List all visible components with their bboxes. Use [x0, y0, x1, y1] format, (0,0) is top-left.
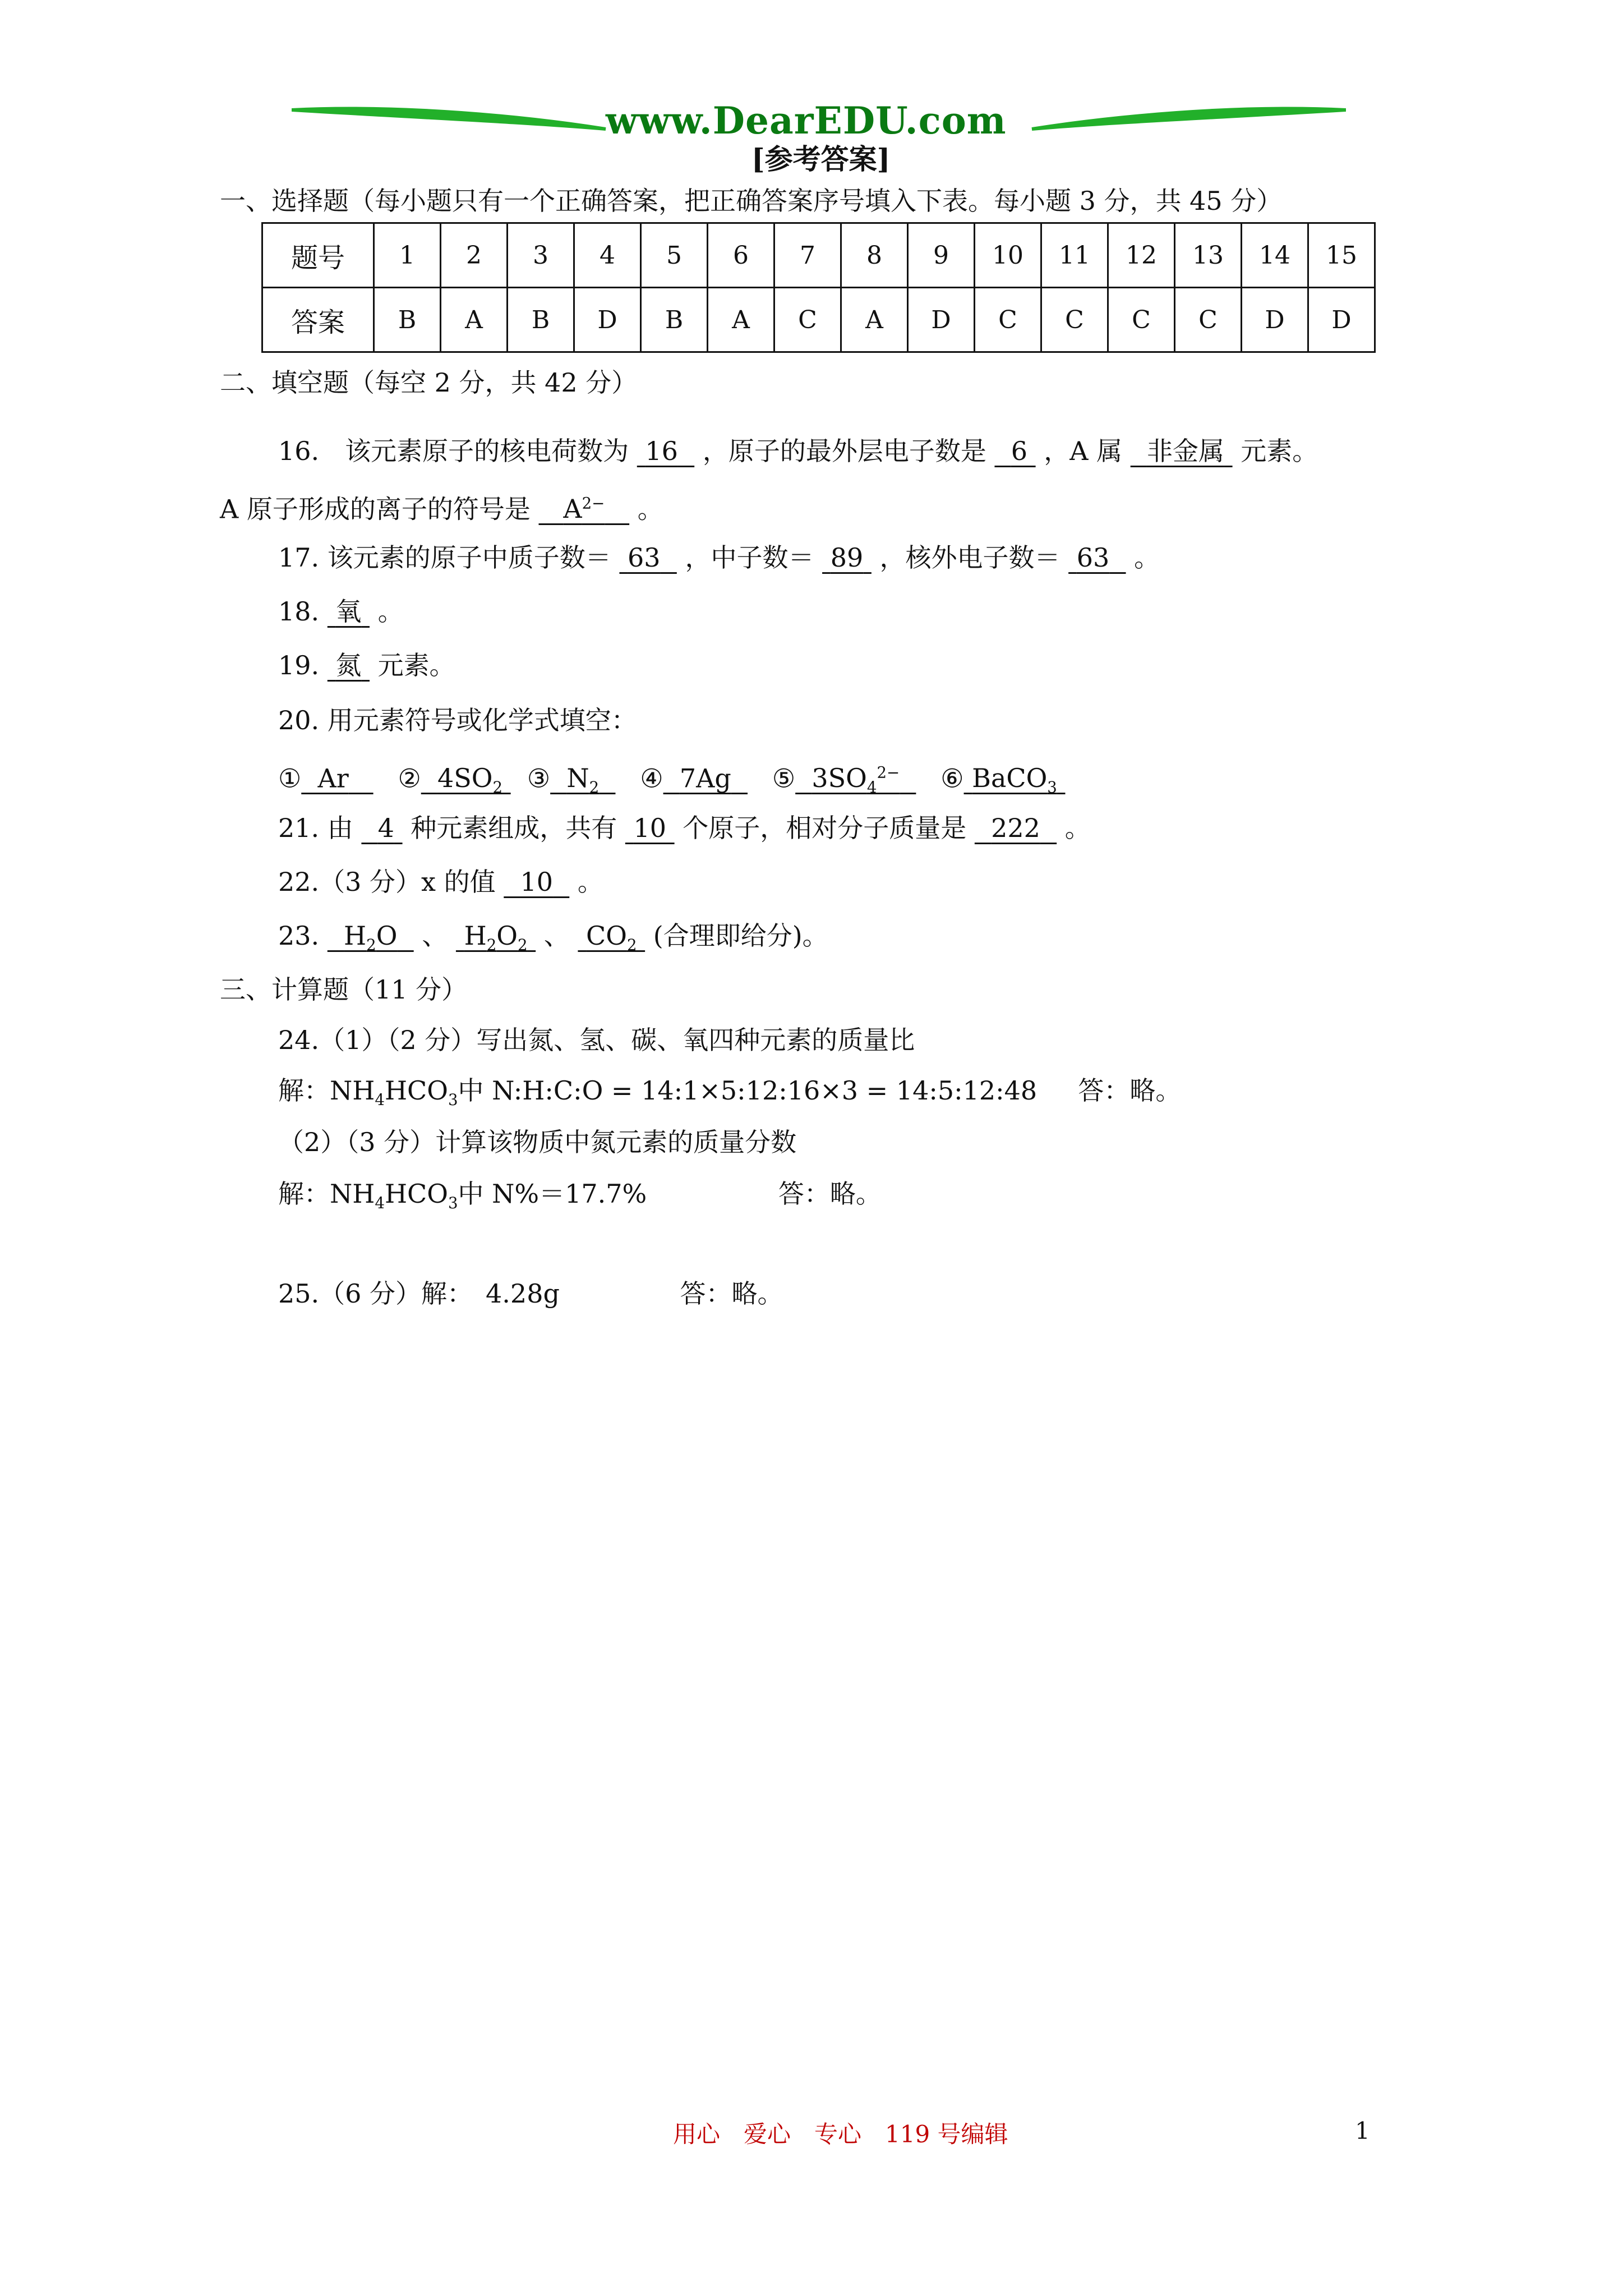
q24-part1-solution: 解：$NH_4HCO_3$中 N:H:C:O = 14:1×5:12:16×3 = 14:5:12:48 答：略。: [278, 1075, 1182, 1110]
q24-part2-solution: 解：$NH_4HCO_3$中 N%＝17.7% 答：略。: [278, 1179, 882, 1213]
q22-answer: 10: [520, 867, 554, 897]
table-cell: 5: [641, 223, 708, 288]
q25-answer: 答：略。: [680, 1278, 783, 1309]
table-cell: 9: [908, 223, 975, 288]
q17-answer-3: 63: [1076, 542, 1110, 573]
table-row-answers: [262, 288, 1375, 352]
q16-answer-1: 16: [645, 436, 678, 466]
q23-answer-2: $H_2O_2$: [464, 921, 528, 955]
q24-part1-answer: 答：略。: [1078, 1075, 1182, 1106]
q20-heading: 20. 用元素符号或化学式填空：: [278, 705, 637, 735]
q16-text: 元素。: [1241, 436, 1318, 466]
table-cell: 1: [374, 223, 441, 288]
q20-answer-1: Ar: [317, 763, 349, 794]
q21-answer-3: 222: [991, 813, 1040, 843]
table-cell: 10: [975, 223, 1041, 288]
answer-table: [261, 222, 1376, 353]
table-cell: 13: [1175, 223, 1242, 288]
q16-line2: [220, 488, 663, 524]
table-cell: 8: [841, 223, 908, 288]
section1-heading: 一、选择题（每小题只有一个正确答案，把正确答案序号填入下表。每小题 3 分，共 45 分）: [220, 186, 1283, 216]
left-swoosh: [292, 109, 606, 129]
table-cell: C: [1041, 288, 1108, 352]
q25-line: 25.（6 分）解： 4.28g 答：略。: [278, 1278, 783, 1309]
q16-text: ，A 属: [1044, 436, 1123, 466]
table-cell: D: [1242, 288, 1308, 352]
q23-line: 23. $H_2O$ 、 $H_2O_2$ 、 $CO_2$ (合理即给分)。: [278, 921, 828, 955]
page-title: [参考答案]: [751, 142, 891, 176]
table-cell: 14: [1242, 223, 1308, 288]
row-label-answer: 答案: [262, 288, 374, 352]
q17-line: 17. 该元素的原子中质子数＝ 63 ，中子数＝ 89 ，核外电子数＝ 63 。: [278, 542, 1160, 573]
q16-answer-4: $A^{2-}$: [563, 494, 605, 524]
table-cell: 2: [441, 223, 508, 288]
section2-heading: 二、填空题（每空 2 分，共 42 分）: [220, 367, 638, 398]
q16-text: ，原子的最外层电子数是: [702, 436, 986, 466]
table-cell: B: [374, 288, 441, 352]
q20-answer-6: BaCO$_3$: [972, 763, 1057, 797]
q17-answer-1: 63: [628, 542, 661, 573]
table-cell: D: [1308, 288, 1375, 352]
page-number: 1: [1355, 2117, 1370, 2145]
q16-line1: [278, 435, 1318, 467]
q24-part2-answer: 答：略。: [778, 1179, 882, 1209]
table-cell: A: [841, 288, 908, 352]
table-cell: 7: [774, 223, 841, 288]
q16-text: A 原子形成的离子的符号是: [220, 494, 531, 524]
q20-answer-4: 7Ag: [679, 763, 731, 794]
q23-answer-3: $CO_2$: [586, 921, 637, 955]
table-cell: 6: [708, 223, 774, 288]
footer-credit: 用心 爱心 专心 119 号编辑: [673, 2120, 1008, 2148]
table-cell: C: [1108, 288, 1175, 352]
q18-answer: 氧: [335, 596, 362, 627]
table-cell: 12: [1108, 223, 1175, 288]
q24-part1-prompt: 24.（1）（2 分）写出氮、氢、碳、氧四种元素的质量比: [278, 1025, 915, 1055]
q20-answer-3: $N_2$: [566, 763, 600, 797]
q20-answers: ① Ar ② $4SO_2$ ③ $N_2$ ④ 7Ag ⑤ $3SO_4^{2-}$ ⑥ BaCO$_3$: [278, 757, 1065, 804]
table-cell: 4: [574, 223, 641, 288]
table-cell: D: [908, 288, 975, 352]
q21-answer-2: 10: [633, 813, 666, 843]
table-cell: A: [441, 288, 508, 352]
q16-text: 16. 该元素原子的核电荷数为: [278, 436, 629, 466]
table-cell: C: [774, 288, 841, 352]
right-swoosh: [1032, 109, 1346, 129]
q19-line: 19. 氮 元素。: [278, 650, 455, 680]
table-cell: B: [641, 288, 708, 352]
q17-answer-2: 89: [830, 542, 864, 573]
table-cell: 11: [1041, 223, 1108, 288]
site-logo-text: www.DearEDU.com: [606, 99, 1007, 142]
q16-answer-3: 非金属: [1146, 436, 1224, 466]
table-cell: A: [708, 288, 774, 352]
q18-line: 18. 氧 。: [278, 596, 404, 627]
row-label-number: 题号: [262, 223, 374, 288]
table-cell: C: [975, 288, 1041, 352]
q20-answer-5: $3SO_4^{2-}$: [811, 763, 900, 797]
q23-answer-1: $H_2O$: [344, 921, 398, 955]
table-cell: C: [1175, 288, 1242, 352]
table-cell: 15: [1308, 223, 1375, 288]
table-row-numbers: [262, 223, 1375, 288]
table-cell: 3: [508, 223, 574, 288]
table-cell: B: [508, 288, 574, 352]
q20-answer-2: $4SO_2$: [437, 763, 503, 797]
table-cell: D: [574, 288, 641, 352]
q24-part2-prompt: （2）（3 分）计算该物质中氮元素的质量分数: [278, 1127, 797, 1157]
q21-answer-1: 4: [377, 813, 394, 843]
q16-answer-2: 6: [1011, 436, 1027, 466]
q21-line: 21. 由 4 种元素组成，共有 10 个原子，相对分子质量是 222 。: [278, 813, 1091, 843]
q22-line: 22.（3 分）x 的值 10 。: [278, 867, 603, 897]
section3-heading: 三、计算题（11 分）: [220, 974, 468, 1005]
q19-answer: 氮: [335, 650, 362, 680]
q16-text: 。: [637, 494, 663, 524]
